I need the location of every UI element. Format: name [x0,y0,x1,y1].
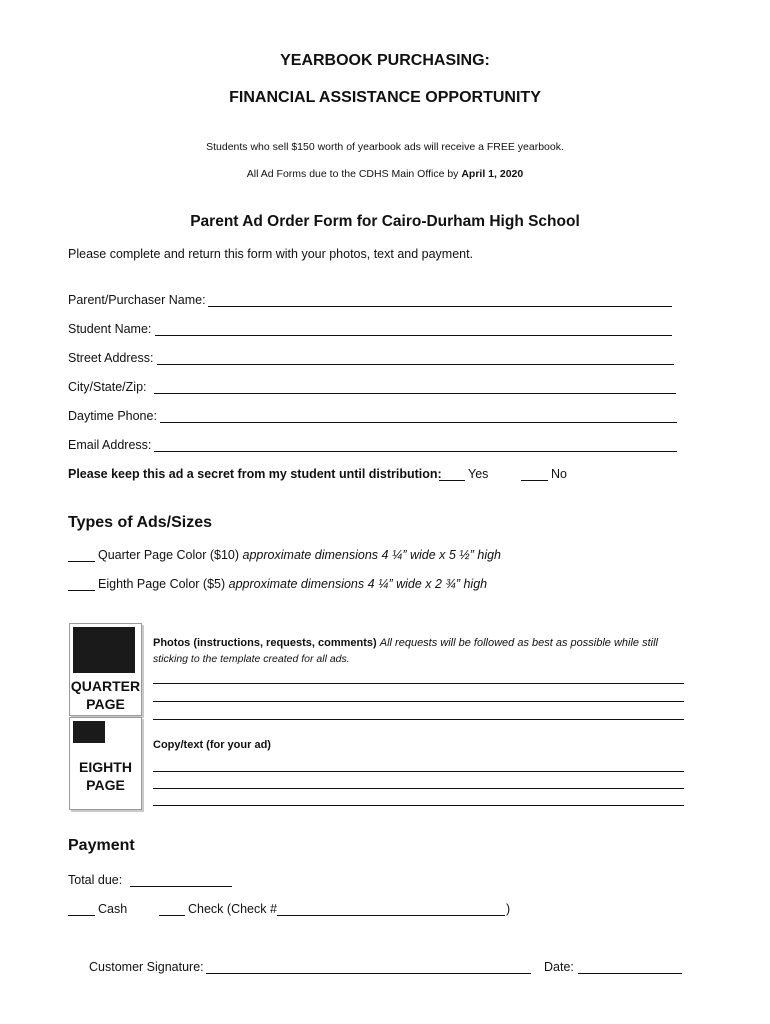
photos-note-line1: All requests will be followed as best as possible while still [379,637,658,649]
free-yearbook-note: Students who sell $150 worth of yearbook ads will receive a FREE yearbook. [206,141,564,153]
quarter-page-option [98,548,501,562]
form-title: Parent Ad Order Form for Cairo-Durham High School [190,213,580,230]
daytime-phone-field[interactable] [160,422,677,423]
secret-question: Please keep this ad a secret from my student until distribution: [68,467,442,481]
student-name-field[interactable] [155,335,672,336]
email-address-label: Email Address: [68,438,152,452]
copy-line-1[interactable] [153,771,684,772]
photos-label: Photos (instructions, requests, comments) [153,637,377,649]
page-title-line1: YEARBOOK PURCHASING: [280,52,490,69]
cash-blank[interactable] [68,915,95,916]
quarter-page-block [73,627,135,673]
street-address-field[interactable] [157,364,674,365]
quarter-page-dimensions: approximate dimensions 4 ¼” wide x 5 ½” high [242,548,501,562]
street-address-label: Street Address: [68,351,154,365]
quarter-page-thumbnail-label: QUARTER PAGE [70,678,141,712]
signature-field[interactable] [206,973,531,974]
quarter-page-blank[interactable] [68,561,95,562]
due-date-prefix: All Ad Forms due to the CDHS Main Office by [246,168,462,180]
city-state-zip-label: City/State/Zip: [68,380,147,394]
email-address-field[interactable] [154,451,677,452]
ad-types-heading: Types of Ads/Sizes [68,514,213,531]
eighth-page-thumbnail [69,717,142,810]
eighth-page-dimensions: approximate dimensions 4 ¼” wide x 2 ¾” high [228,577,488,591]
parent-name-field[interactable] [208,306,672,307]
eighth-page-label: Eighth Page Color ($5) [98,577,226,591]
payment-heading: Payment [68,837,135,854]
photos-note-line2: sticking to the template created for all ads. [153,653,350,665]
photos-line-2[interactable] [153,701,684,702]
due-date: April 1, 2020 [461,168,524,180]
copy-line-2[interactable] [153,788,684,789]
eighth-page-thumbnail-label: EIGHTH PAGE [79,759,132,793]
eighth-page-block [73,721,105,743]
quarter-page-label: Quarter Page Color ($10) [98,548,240,562]
check-close-paren: ) [506,902,511,916]
total-due-field[interactable] [130,886,232,887]
secret-yes-label: Yes [468,467,489,481]
secret-yes-blank[interactable] [439,480,465,481]
quarter-page-thumbnail [69,623,142,716]
secret-no-blank[interactable] [521,480,548,481]
cash-label: Cash [98,902,128,916]
check-label: Check (Check # [188,902,277,916]
copy-line-3[interactable] [153,805,684,806]
parent-name-label: Parent/Purchaser Name: [68,293,206,307]
eighth-page-blank[interactable] [68,590,95,591]
page-title-line2: FINANCIAL ASSISTANCE OPPORTUNITY [229,89,541,106]
total-due-label: Total due: [68,873,123,887]
signature-label: Customer Signature: [89,960,204,974]
date-label: Date: [544,960,574,974]
student-name-label: Student Name: [68,322,152,336]
due-date-note [0,168,770,180]
photos-line-3[interactable] [153,719,684,720]
photos-line-1[interactable] [153,683,684,684]
daytime-phone-label: Daytime Phone: [68,409,157,423]
photos-instructions [153,637,658,649]
city-state-zip-field[interactable] [154,393,676,394]
check-number-field[interactable] [277,915,505,916]
eighth-page-option [98,577,487,591]
check-blank[interactable] [159,915,185,916]
form-instructions: Please complete and return this form with your photos, text and payment. [68,247,474,261]
copy-text-label: Copy/text (for your ad) [153,739,271,751]
date-field[interactable] [578,973,682,974]
secret-no-label: No [551,467,567,481]
